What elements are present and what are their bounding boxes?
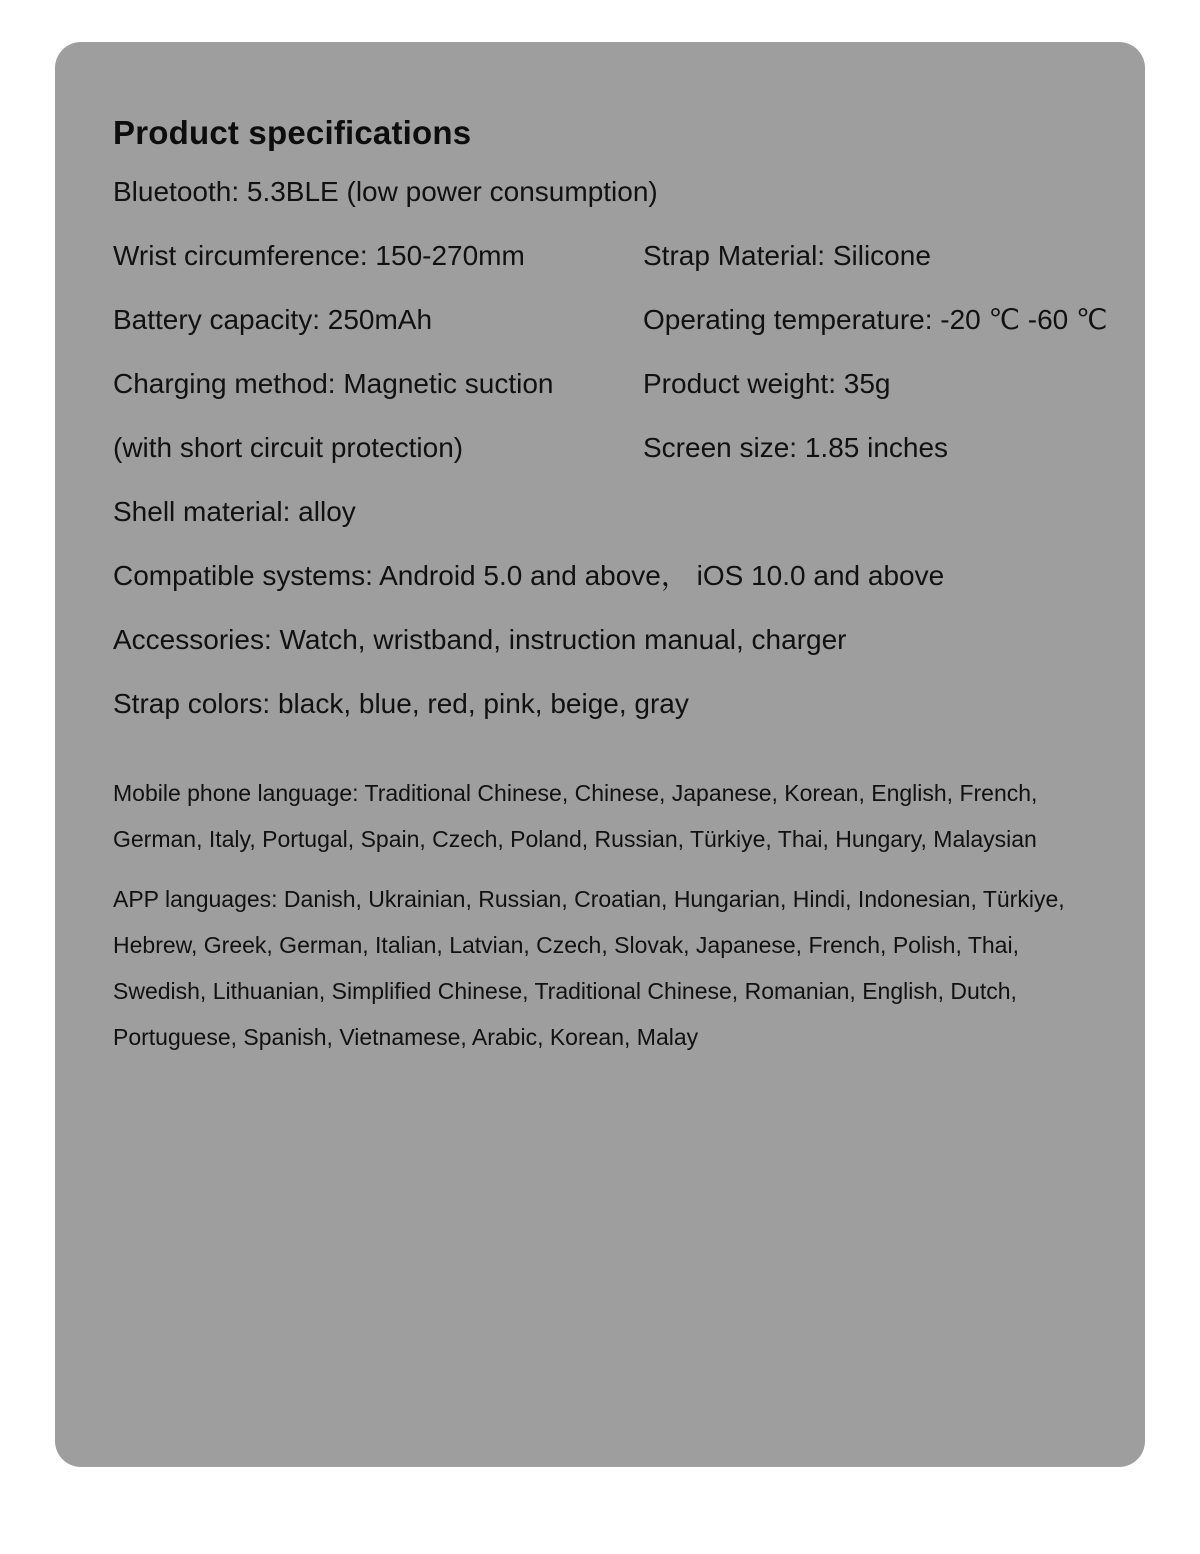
spec-app-languages: APP languages: Danish, Ukrainian, Russian, Croatian, Hungarian, Hindi, Indonesian, Türkiye, Hebrew, Greek, German, Italian, Latvian, Czech, Slovak, Japanese, French, Polish, Thai, Swedish, Lithuanian, Simplified Chinese, Traditional Chinese, Romanian, English, Dutch, Portuguese, Spanish, Vietnamese, Arabic, Korean, Malay: [113, 886, 1065, 1050]
spec-bluetooth: Bluetooth: 5.3BLE (low power consumption): [113, 176, 658, 207]
spec-row: [113, 242, 1087, 270]
page-title: Product specifications: [113, 114, 472, 151]
spec-operating-temperature: Operating temperature: -20 ℃ -60 ℃: [643, 304, 1108, 335]
spec-strap-colors: Strap colors: black, blue, red, pink, beige, gray: [113, 688, 689, 719]
spec-battery-capacity: Battery capacity: 250mAh: [113, 304, 433, 335]
spec-compatible-systems: Compatible systems: Android 5.0 and above， iOS 10.0 and above: [113, 560, 945, 591]
spec-row: [113, 370, 1087, 398]
spec-wrist-circumference: Wrist circumference: 150-270mm: [113, 240, 525, 271]
spec-charging-protection-note: (with short circuit protection): [113, 432, 464, 463]
spec-screen-size: Screen size: 1.85 inches: [643, 432, 949, 463]
spec-shell-material: Shell material: alloy: [113, 496, 356, 527]
spec-charging-method: Charging method: Magnetic suction: [113, 368, 554, 399]
section-spacer: [113, 754, 1087, 770]
spec-accessories: Accessories: Watch, wristband, instruction manual, charger: [113, 624, 847, 655]
product-specifications-card: [55, 42, 1145, 1467]
spec-row: [113, 434, 1087, 462]
spec-product-weight: Product weight: 35g: [643, 368, 891, 399]
spec-two-column-group: [113, 240, 1108, 463]
spec-strap-material: Strap Material: Silicone: [643, 240, 931, 271]
spec-phone-languages: Mobile phone language: Traditional Chinese, Chinese, Japanese, Korean, English, French, German, Italy, Portugal, Spain, Czech, Poland, Russian, Türkiye, Thai, Hungary, Malaysian: [113, 780, 1038, 852]
spec-row: [113, 304, 1108, 335]
